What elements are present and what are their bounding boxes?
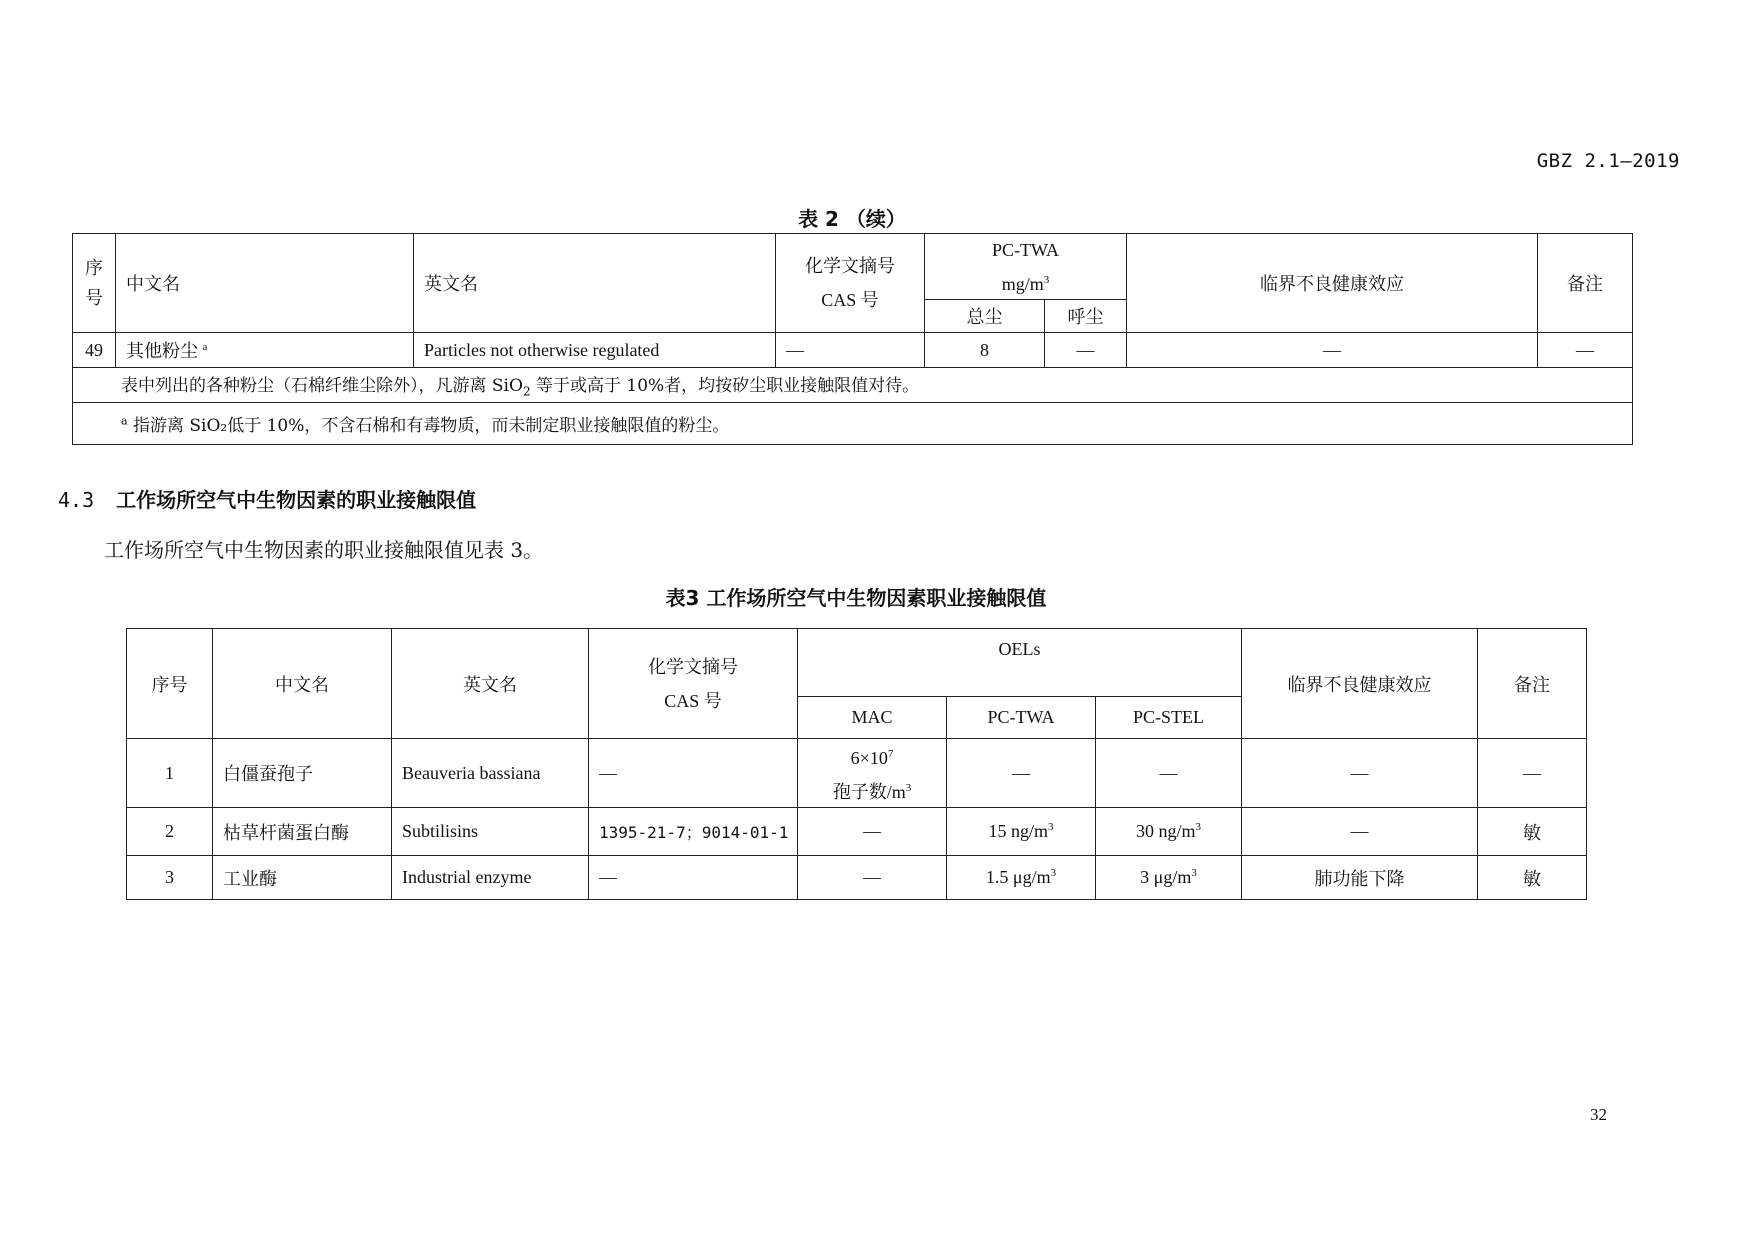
t3-cell-remark: 敏: [1478, 856, 1587, 900]
t2-header-unit: mg/m: [1001, 273, 1044, 294]
t2-header-cn-name: 中文名: [116, 234, 414, 333]
t3-header-cn-name: 中文名: [213, 629, 392, 739]
t3-header-pctwa: PC-TWA: [947, 697, 1096, 739]
t2-header-pctwa-label: PC-TWA: [992, 239, 1059, 260]
t2-header-total-dust: 总尘: [925, 300, 1045, 333]
t3-cell-effect: —: [1242, 739, 1478, 808]
table-row: [73, 333, 1633, 368]
t2-note-1-pre: 表中列出的各种粉尘（石棉纤维尘除外），凡游离 SiO: [121, 376, 523, 397]
table3: [126, 628, 1587, 900]
t3-cell-en-name: Industrial enzyme: [392, 856, 589, 900]
t3-mac-line1: 6×10: [850, 748, 888, 768]
t3-header-oels: OELs: [798, 629, 1242, 697]
t3-cell-effect: 肺功能下降: [1242, 856, 1478, 900]
t3-header-mac: MAC: [798, 697, 947, 739]
t3-header-pcstel: PC-STEL: [1096, 697, 1242, 739]
t3-header-seq: 序号: [127, 629, 213, 739]
section-title: 工作场所空气中生物因素的职业接触限值: [116, 488, 477, 512]
t3-cell-pctwa: [947, 808, 1096, 856]
table2: [72, 233, 1633, 445]
t2-cell-effect: —: [1127, 333, 1538, 368]
t3-cell-mac: —: [798, 808, 947, 856]
table-row: [127, 808, 1587, 856]
t3-cell-pcstel: [1096, 808, 1242, 856]
t2-cell-cn-name: [116, 333, 414, 368]
t2-header-resp-dust: 呼尘: [1045, 300, 1127, 333]
t2-cell-total-dust: 8: [925, 333, 1045, 368]
t3-pcstel-value: 30 ng/m: [1136, 821, 1196, 841]
t2-header-en-name: 英文名: [414, 234, 776, 333]
document-code: GBZ 2.1—2019: [1536, 150, 1680, 172]
t3-header-effect: 临界不良健康效应: [1242, 629, 1478, 739]
t3-cell-pctwa: —: [947, 739, 1096, 808]
t2-note-2-sup: a: [121, 414, 128, 428]
t3-cell-pcstel: [1096, 856, 1242, 900]
t3-cell-seq: 3: [127, 856, 213, 900]
t3-cell-pctwa: [947, 856, 1096, 900]
t3-header-cas-line1: 化学文摘号: [648, 656, 738, 677]
t3-mac-line1-sup: 7: [887, 748, 894, 760]
t3-pctwa-value: 1.5 μg/m: [985, 867, 1051, 887]
t3-cell-mac: [798, 739, 947, 808]
t3-pcstel-value: 3 μg/m: [1140, 867, 1192, 887]
t2-header-remark: 备注: [1538, 234, 1633, 333]
table2-caption: 表 2 （续）: [798, 207, 906, 231]
t2-cell-remark: —: [1538, 333, 1633, 368]
section-paragraph: 工作场所空气中生物因素的职业接触限值见表 3。: [104, 538, 544, 562]
section-number: 4.3: [58, 488, 95, 512]
t3-cell-en-name: Subtilisins: [392, 808, 589, 856]
t3-mac-line2: 孢子数/m: [832, 782, 906, 802]
t3-pctwa-sup: 3: [1050, 867, 1057, 879]
t2-cell-resp-dust: —: [1045, 333, 1127, 368]
t2-header-effect: 临界不良健康效应: [1127, 234, 1538, 333]
t2-note-1-post: 等于或高于 10%者，均按矽尘职业接触限值对待。: [530, 376, 920, 397]
t3-cell-remark: —: [1478, 739, 1587, 808]
t3-cell-effect: —: [1242, 808, 1478, 856]
t3-header-cas-line2: CAS 号: [664, 690, 722, 711]
t3-header-en-name: 英文名: [392, 629, 589, 739]
t3-pctwa-value: 15 ng/m: [988, 821, 1048, 841]
t2-note-2: [73, 403, 1633, 445]
t3-pcstel-sup: 3: [1191, 867, 1197, 879]
t3-cell-remark: 敏: [1478, 808, 1587, 856]
t2-cell-cn-name-text: 其他粉尘: [126, 341, 198, 361]
t2-cell-seq: 49: [73, 333, 116, 368]
t2-header-pctwa: [925, 234, 1127, 300]
t2-cell-cn-name-sup: a: [202, 341, 208, 353]
t3-cell-cn-name: 工业酶: [213, 856, 392, 900]
t2-header-cas-line2: CAS 号: [821, 290, 879, 310]
t2-header-cas: [776, 234, 925, 333]
t2-note-1-sub: 2: [522, 384, 531, 399]
table-row: [127, 739, 1587, 808]
t3-pctwa-sup: 3: [1048, 821, 1054, 833]
t3-cell-cas: —: [589, 739, 798, 808]
table-row: [127, 856, 1587, 900]
t2-note-2-text: 指游离 SiO₂低于 10%，不含石棉和有毒物质，而未制定职业接触限值的粉尘。: [127, 416, 730, 436]
t2-header-cas-line1: 化学文摘号: [805, 256, 895, 276]
t2-cell-cas: —: [776, 333, 925, 368]
t3-cell-mac: —: [798, 856, 947, 900]
t3-cell-cn-name: 枯草杆菌蛋白酶: [213, 808, 392, 856]
t2-cell-en-name: Particles not otherwise regulated: [414, 333, 776, 368]
t3-cell-seq: 1: [127, 739, 213, 808]
t3-pcstel-sup: 3: [1195, 821, 1202, 833]
page-number: 32: [1590, 1105, 1607, 1124]
table3-caption: 表3 工作场所空气中生物因素职业接触限值: [665, 586, 1047, 610]
section-heading: [58, 484, 476, 513]
t3-cell-cas: —: [589, 856, 798, 900]
t3-cell-en-name: Beauveria bassiana: [392, 739, 589, 808]
t3-cell-cas: 1395-21-7；9014-01-1: [589, 808, 798, 856]
t3-cell-cn-name: 白僵蚕孢子: [213, 739, 392, 808]
t3-cell-seq: 2: [127, 808, 213, 856]
t3-mac-line2-sup: 3: [905, 782, 912, 794]
t2-note-1: [73, 368, 1633, 403]
t3-header-cas: [589, 629, 798, 739]
t2-header-unit-sup: 3: [1043, 273, 1050, 286]
t2-header-seq: 序号: [73, 234, 116, 333]
t3-cell-pcstel: —: [1096, 739, 1242, 808]
t3-header-remark: 备注: [1478, 629, 1587, 739]
